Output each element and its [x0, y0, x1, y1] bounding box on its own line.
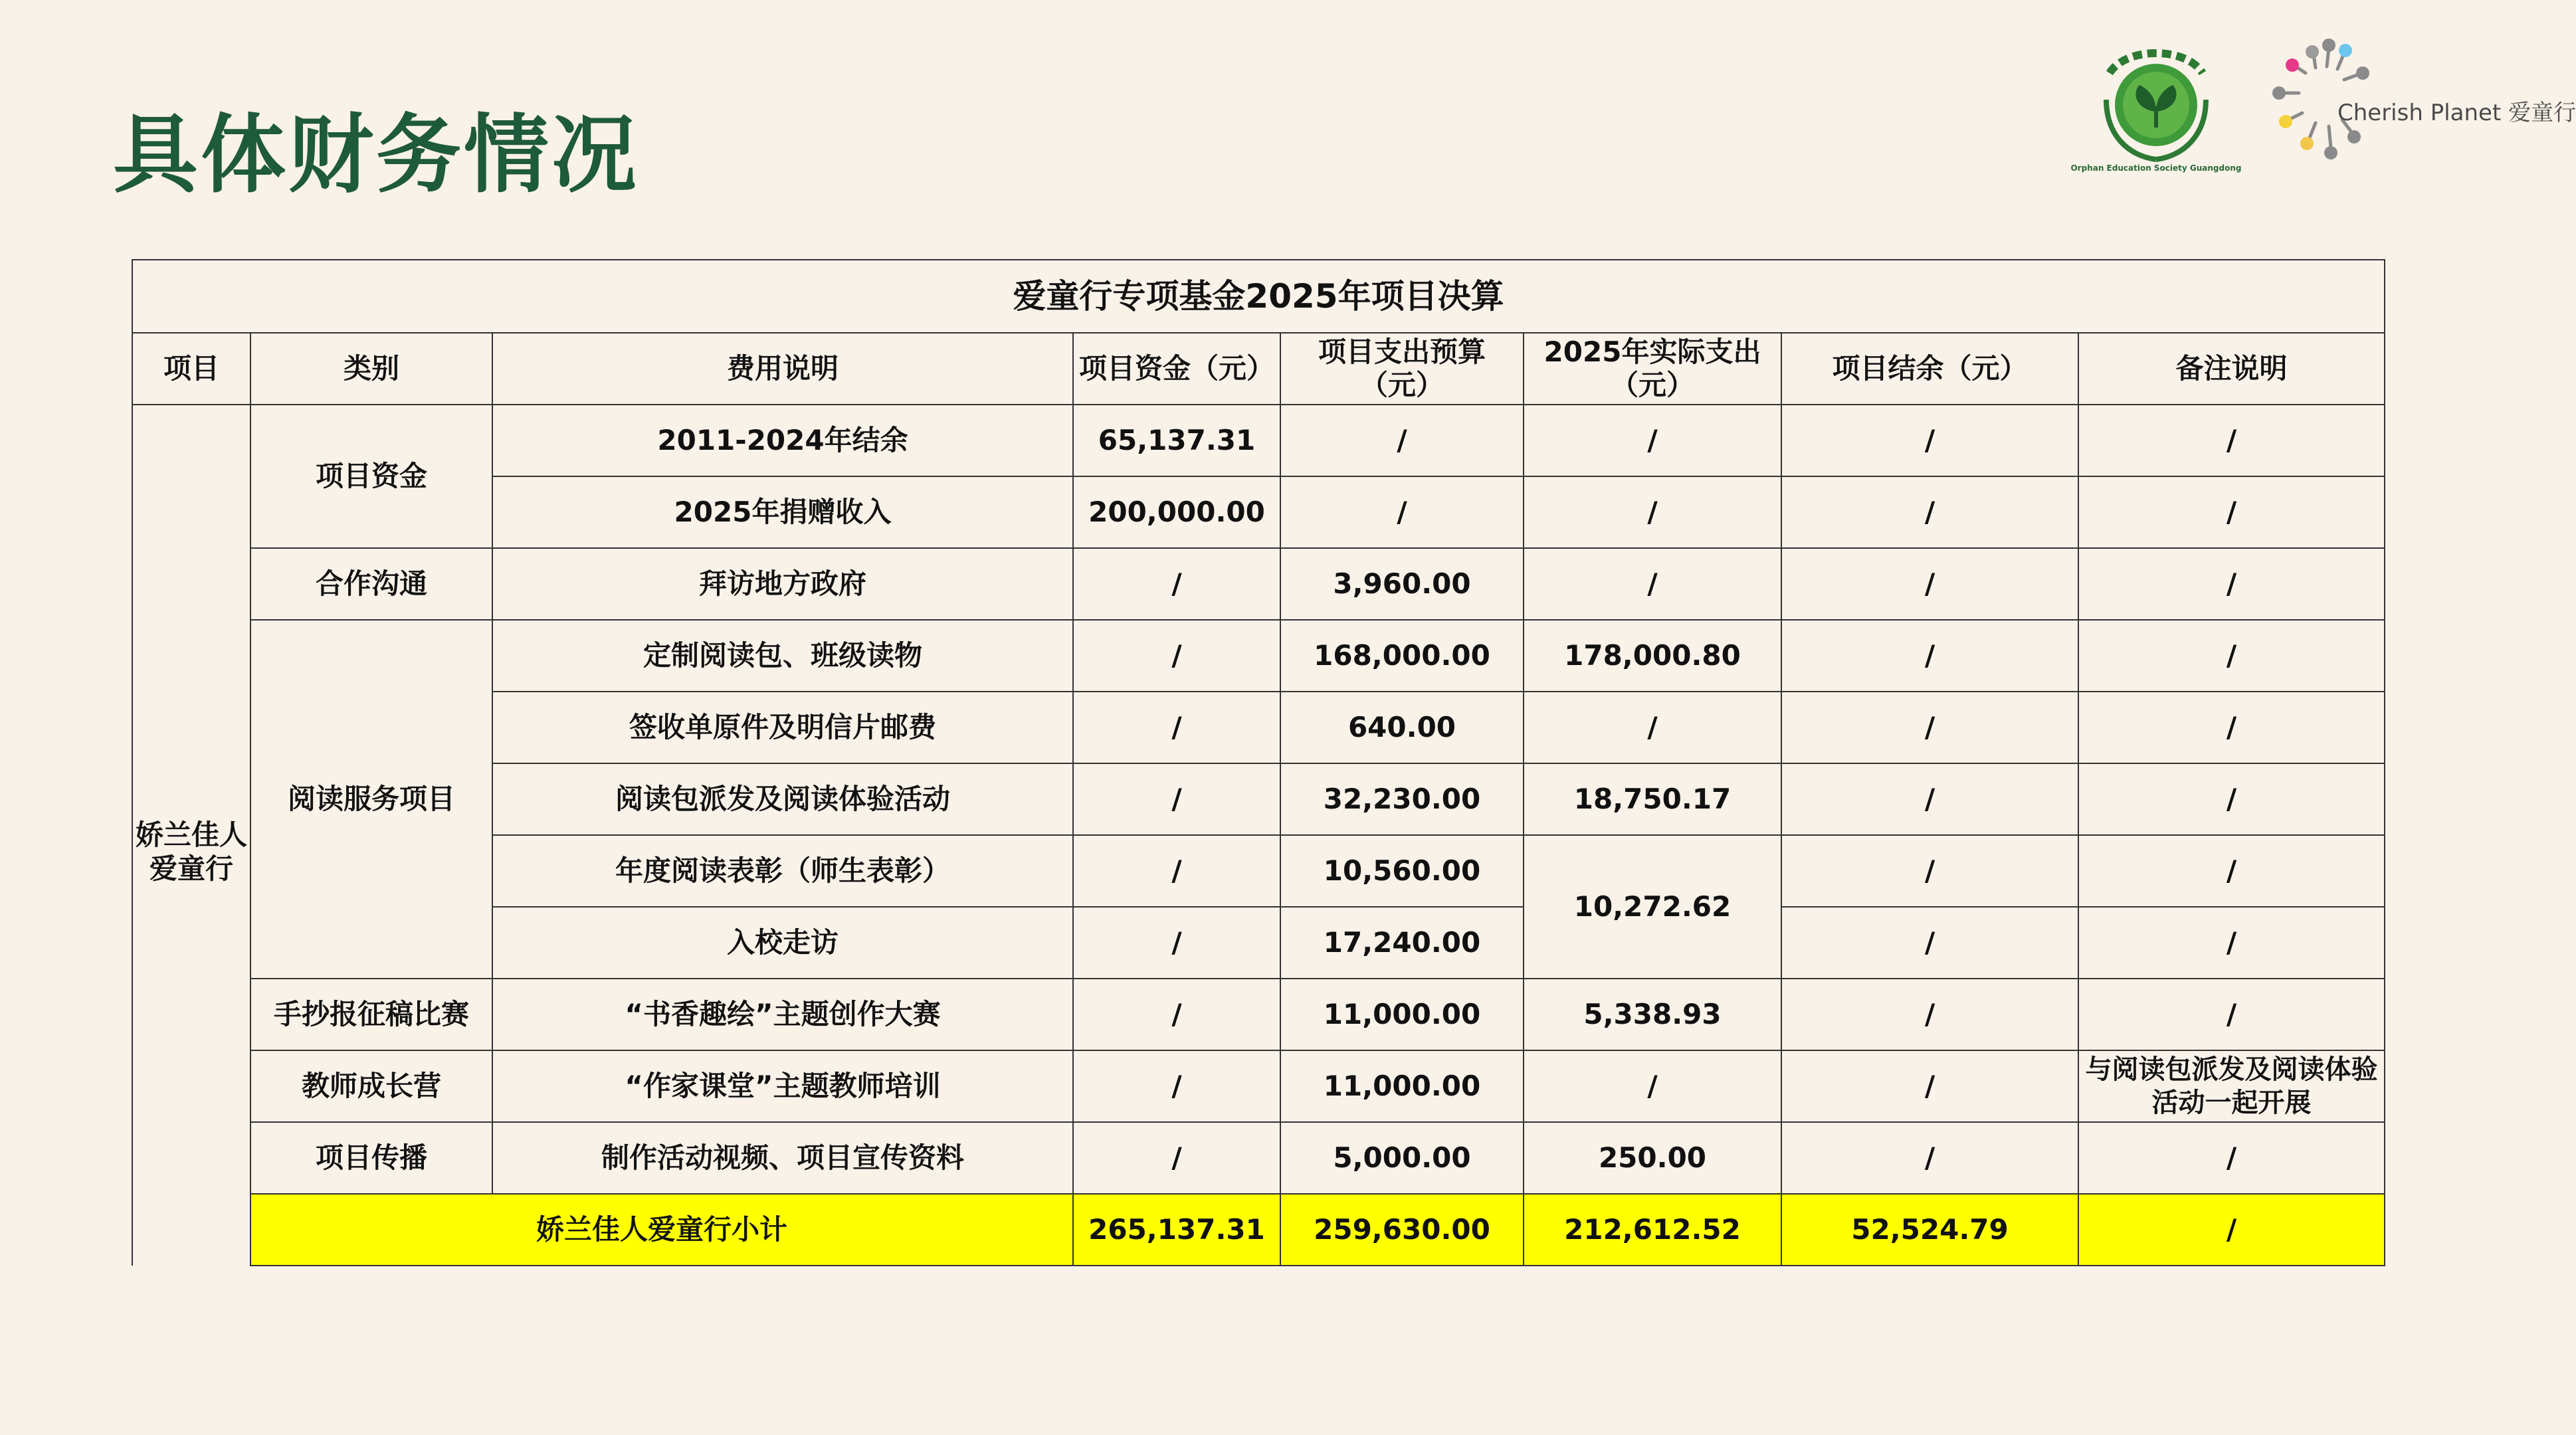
cell-budget: 11,000.00	[1280, 1050, 1524, 1122]
cell-balance: /	[1781, 476, 2078, 548]
table-header-row	[132, 333, 2385, 405]
cell-funds: /	[1073, 620, 1280, 692]
cell-budget: 5,000.00	[1280, 1122, 1524, 1194]
subtotal-label: 娇兰佳人爱童行小计	[250, 1194, 1073, 1266]
cell-funds: /	[1073, 1050, 1280, 1122]
cell-balance: /	[1781, 979, 2078, 1050]
cell-balance: /	[1781, 1050, 2078, 1122]
cell-actual: 18,750.17	[1524, 763, 1781, 835]
cell-desc: 定制阅读包、班级读物	[492, 620, 1073, 692]
cell-desc: “作家课堂”主题教师培训	[492, 1050, 1073, 1122]
subtotal-note: /	[2078, 1194, 2385, 1266]
cell-actual: 5,338.93	[1524, 979, 1781, 1050]
cell-desc: “书香趣绘”主题创作大赛	[492, 979, 1073, 1050]
cell-funds: /	[1073, 1122, 1280, 1194]
header-budget: 项目支出预算（元）	[1280, 333, 1524, 405]
cell-desc: 制作活动视频、项目宣传资料	[492, 1122, 1073, 1194]
cell-balance: /	[1781, 692, 2078, 763]
org-logo-icon	[2073, 27, 2239, 186]
table-row	[132, 620, 2385, 692]
cell-budget: 168,000.00	[1280, 620, 1524, 692]
subtotal-funds: 265,137.31	[1073, 1194, 1280, 1266]
cell-budget: /	[1280, 405, 1524, 476]
cell-actual-merged: 10,272.62	[1524, 835, 1781, 979]
financial-table	[132, 259, 2385, 1266]
cell-desc: 入校走访	[492, 907, 1073, 979]
cell-note: /	[2078, 763, 2385, 835]
header-balance: 项目结余（元）	[1781, 333, 2078, 405]
table-row	[132, 405, 2385, 476]
cell-actual: /	[1524, 1050, 1781, 1122]
header-funds: 项目资金（元）	[1073, 333, 1280, 405]
cell-actual: /	[1524, 692, 1781, 763]
cell-note: /	[2078, 907, 2385, 979]
cell-note: /	[2078, 620, 2385, 692]
table-caption-row	[132, 260, 2385, 333]
category-teacher: 教师成长营	[250, 1050, 492, 1122]
cell-note: /	[2078, 405, 2385, 476]
header-project: 项目	[132, 333, 250, 405]
project-name: 娇兰佳人 爱童行	[136, 818, 248, 885]
table-caption: 爱童行专项基金2025年项目决算	[132, 260, 2385, 333]
cell-actual: /	[1524, 405, 1781, 476]
cell-balance: /	[1781, 763, 2078, 835]
cell-budget: 11,000.00	[1280, 979, 1524, 1050]
table-row	[132, 548, 2385, 620]
table-row	[132, 979, 2385, 1050]
cell-actual: /	[1524, 548, 1781, 620]
header-actual: 2025年实际支出（元）	[1524, 333, 1781, 405]
cell-funds: /	[1073, 907, 1280, 979]
cell-balance: /	[1781, 548, 2078, 620]
cell-budget: 10,560.00	[1280, 835, 1524, 907]
category-handwritten: 手抄报征稿比赛	[250, 979, 492, 1050]
cell-actual: 250.00	[1524, 1122, 1781, 1194]
cell-funds: /	[1073, 979, 1280, 1050]
subtotal-balance: 52,524.79	[1781, 1194, 2078, 1266]
header-category: 类别	[250, 333, 492, 405]
cell-balance: /	[1781, 1122, 2078, 1194]
cell-funds: /	[1073, 548, 1280, 620]
cherish-planet-brand: Cherish Planet 爱童行	[2337, 100, 2576, 126]
cell-budget: 3,960.00	[1280, 548, 1524, 620]
subtotal-budget: 259,630.00	[1280, 1194, 1524, 1266]
cell-budget: /	[1280, 476, 1524, 548]
cell-funds: 65,137.31	[1073, 405, 1280, 476]
subtotal-row	[132, 1194, 2385, 1266]
cell-actual: 178,000.80	[1524, 620, 1781, 692]
cell-balance: /	[1781, 405, 2078, 476]
cell-budget: 32,230.00	[1280, 763, 1524, 835]
org-logo-caption: Orphan Education Society Guangdong	[2070, 163, 2242, 173]
cell-balance: /	[1781, 907, 2078, 979]
subtotal-actual: 212,612.52	[1524, 1194, 1781, 1266]
cell-note: /	[2078, 1122, 2385, 1194]
cell-desc: 签收单原件及明信片邮费	[492, 692, 1073, 763]
cell-note: /	[2078, 835, 2385, 907]
cell-desc: 年度阅读表彰（师生表彰）	[492, 835, 1073, 907]
cell-actual: /	[1524, 476, 1781, 548]
cell-note: 与阅读包派发及阅读体验活动一起开展	[2078, 1050, 2385, 1122]
header-note: 备注说明	[2078, 333, 2385, 405]
cell-note: /	[2078, 548, 2385, 620]
cell-funds: /	[1073, 763, 1280, 835]
cell-desc: 2025年捐赠收入	[492, 476, 1073, 548]
table-row	[132, 1050, 2385, 1122]
category-cooperation: 合作沟通	[250, 548, 492, 620]
cell-budget: 640.00	[1280, 692, 1524, 763]
cell-note: /	[2078, 979, 2385, 1050]
cell-note: /	[2078, 692, 2385, 763]
category-funding: 项目资金	[250, 405, 492, 548]
category-reading: 阅读服务项目	[250, 620, 492, 979]
cell-budget: 17,240.00	[1280, 907, 1524, 979]
cell-note: /	[2078, 476, 2385, 548]
cell-balance: /	[1781, 620, 2078, 692]
category-publicity: 项目传播	[250, 1122, 492, 1194]
slide-title: 具体财务情况	[113, 106, 640, 205]
project-name-cell	[132, 405, 250, 1266]
cell-desc: 阅读包派发及阅读体验活动	[492, 763, 1073, 835]
header-description: 费用说明	[492, 333, 1073, 405]
cell-balance: /	[1781, 835, 2078, 907]
cell-funds: 200,000.00	[1073, 476, 1280, 548]
cell-funds: /	[1073, 835, 1280, 907]
table-row	[132, 1122, 2385, 1194]
cell-funds: /	[1073, 692, 1280, 763]
cell-desc: 拜访地方政府	[492, 548, 1073, 620]
cell-desc: 2011-2024年结余	[492, 405, 1073, 476]
